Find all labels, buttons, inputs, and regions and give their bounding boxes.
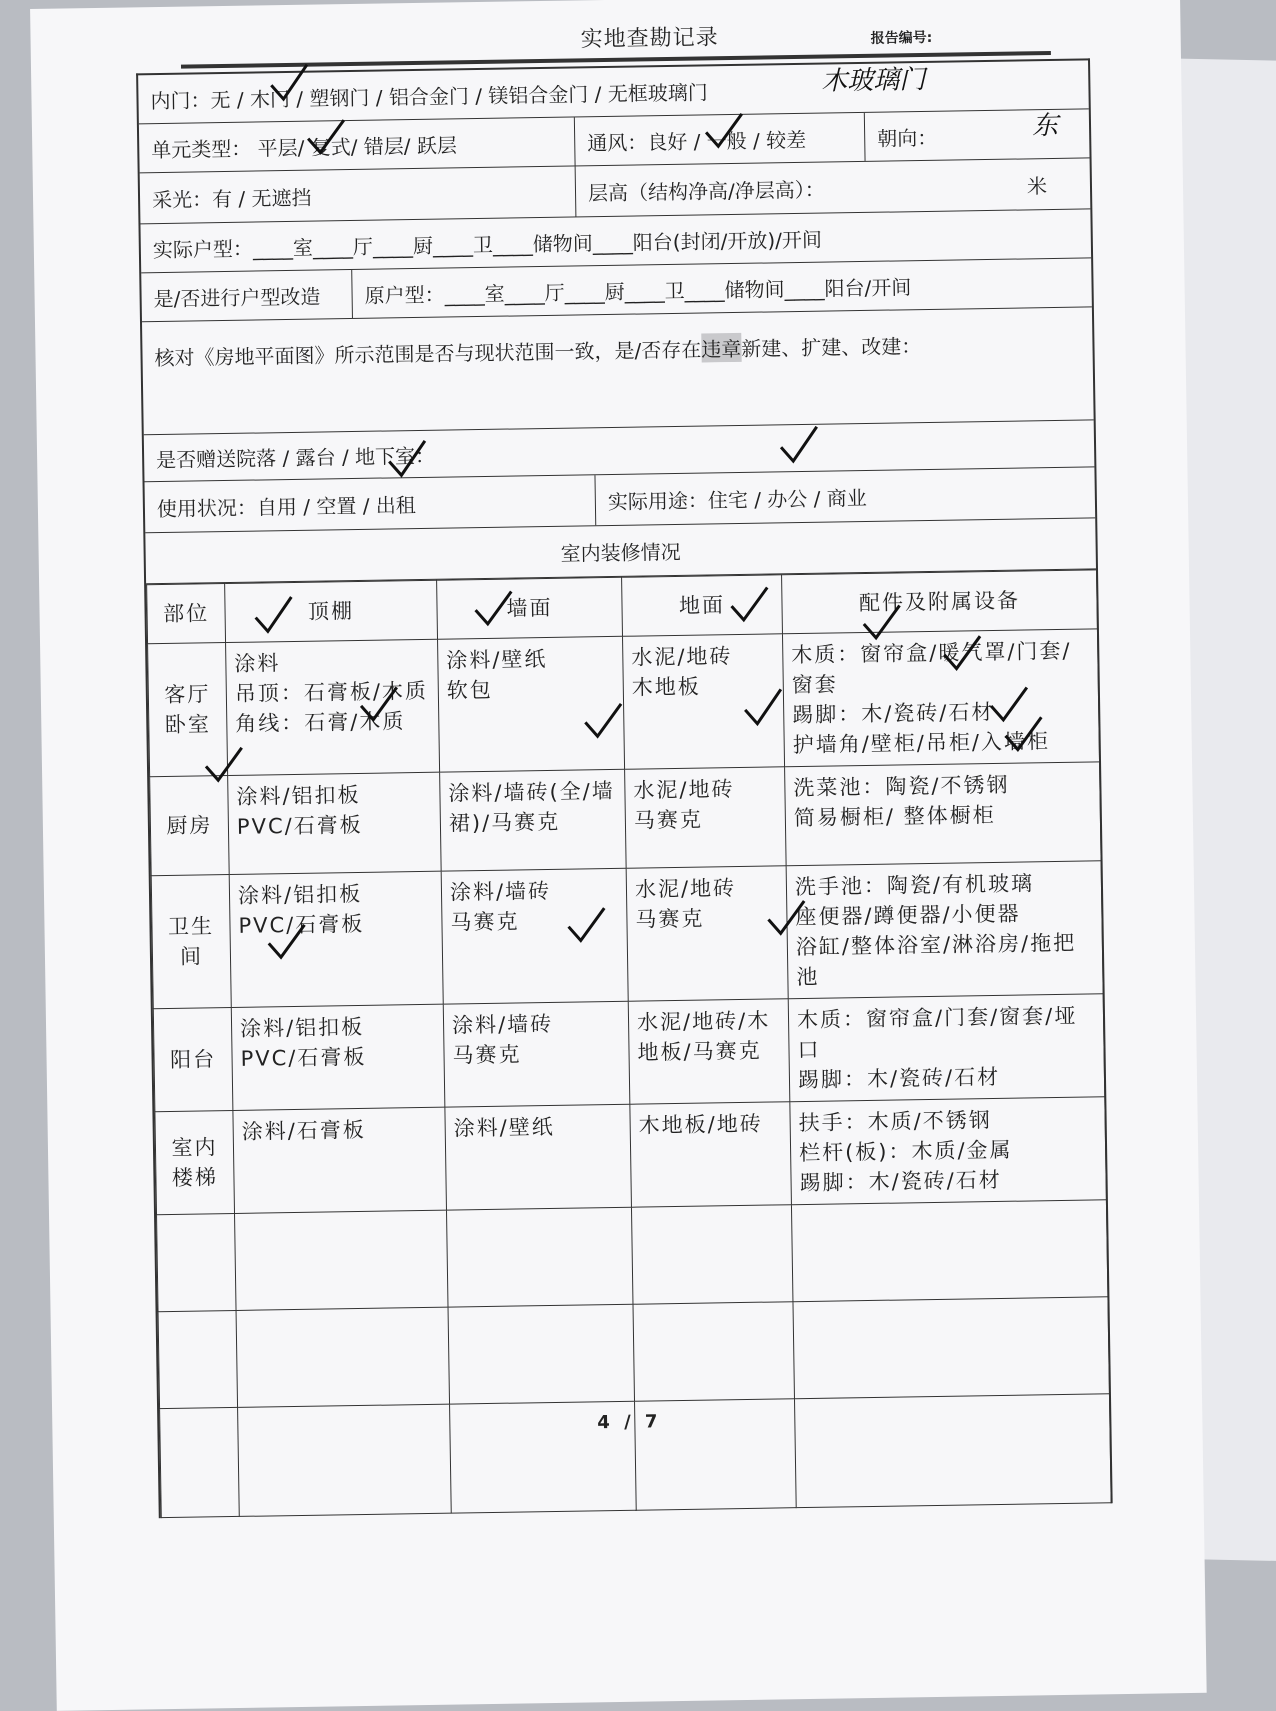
location-cell: 卫生间: [151, 875, 231, 1009]
lighting-field: 采光：有 / 无遮挡: [151, 185, 312, 212]
form-page: [30, 0, 1207, 1711]
floor-cell: 水泥/地砖 马赛克: [626, 866, 788, 1001]
usage-field: 使用状况：自用 / 空置 / 出租: [156, 492, 416, 521]
empty-row: [157, 1200, 1108, 1312]
header-wall: 墙面: [437, 577, 623, 639]
plan-check-prefix: 核对《房地平面图》所示范围是否与现状范围一致，是/否存在: [154, 337, 702, 371]
table-row: [155, 1097, 1107, 1215]
plan-check-highlight: 违章: [701, 333, 741, 363]
decoration-table: [146, 569, 1112, 1518]
plan-check-suffix: 新建、扩建、改建：: [741, 334, 922, 361]
floor-height-unit: 米: [1026, 173, 1048, 198]
location-cell: 阳台: [153, 1007, 233, 1111]
page-number: 4 / 7: [597, 1411, 662, 1434]
fittings-cell: 木质：窗帘盒/门套/窗套/垭口 踢脚：木/瓷砖/石材: [788, 994, 1105, 1102]
header-location: 部位: [147, 584, 226, 644]
table-row: [151, 861, 1103, 1009]
ceiling-cell: 涂料/铝扣板 PVC/石膏板: [231, 1004, 445, 1110]
header-ceiling: 顶棚: [225, 580, 438, 642]
wall-cell: 涂料/墙砖 马赛克: [443, 1001, 630, 1107]
floor-cell: 水泥/地砖 马赛克: [625, 767, 787, 869]
handwritten-orientation: 东: [1031, 110, 1059, 142]
wall-cell: 涂料/壁纸: [445, 1104, 632, 1210]
handwritten-door-note: 木玻璃门: [821, 64, 926, 97]
wall-cell: 涂料/壁纸 软包: [438, 636, 625, 772]
ceiling-cell: 涂料/石膏板: [233, 1107, 447, 1213]
ceiling-cell: 涂料/铝扣板 PVC/石膏板: [229, 871, 443, 1007]
ceiling-cell: 涂料 吊顶：石膏板/木质 角线：石膏/木质: [226, 639, 440, 775]
original-layout-field: 原户型：____室____厅____厨____卫____储物间____阳台/开间: [351, 258, 1092, 318]
actual-layout-field: 实际户型：____室____厅____厨____卫____储物间____阳台(封闭/开放)/开间: [152, 227, 823, 262]
gift-field: 是否赠送院落 / 露台 / 地下室：: [155, 443, 436, 472]
location-cell: 室内楼梯: [155, 1110, 235, 1214]
survey-form: [136, 58, 1113, 1518]
floor-height-field: 层高（结构净高/净层高）：: [575, 160, 1016, 217]
floor-cell: 木地板/地砖: [630, 1102, 792, 1208]
location-cell: 客厅卧室: [148, 643, 228, 777]
report-number-label: 报告编号:: [870, 29, 933, 47]
fittings-cell: 木质：窗帘盒/暖气罩/门套/窗套 踢脚：木/瓷砖/石材 护墙角/壁柜/吊柜/入墙柜: [782, 629, 1099, 767]
location-cell: 厨房: [150, 776, 230, 876]
floor-cell: 水泥/地砖 木地板: [622, 634, 784, 769]
renovation-field: 是/否进行户型改造: [153, 284, 321, 311]
plan-check-row: [142, 307, 1094, 435]
header-floor: 地面: [622, 575, 783, 637]
fittings-cell: 洗菜池：陶瓷/不锈钢 简易橱柜/ 整体橱柜: [785, 762, 1102, 866]
unit-type-field: 单元类型： 平层/ 复式/ 错层/ 跃层: [151, 132, 458, 162]
empty-row: [158, 1297, 1109, 1409]
header-fittings: 配件及附属设备: [782, 570, 1098, 634]
actual-use-field: 实际用途：住宅 / 办公 / 商业: [594, 467, 1095, 525]
table-row: [153, 994, 1105, 1112]
ventilation-field: 通风：良好 / 一般 / 较差: [574, 113, 865, 166]
fittings-cell: 洗手池：陶瓷/有机玻璃 座便器/蹲便器/小便器 浴缸/整体浴室/淋浴房/拖把池: [786, 861, 1103, 999]
wall-cell: 涂料/墙砖(全/墙裙)/马赛克: [440, 769, 627, 871]
orientation-field: 朝向：: [864, 109, 1090, 161]
door-field: 内门：无 / 木门 / 塑钢门 / 铝合金门 / 镁铝合金门 / 无框玻璃门: [150, 79, 708, 113]
table-row: [150, 762, 1101, 876]
form-title: 实地查勘记录: [580, 25, 719, 53]
wall-cell: 涂料/墙砖 马赛克: [441, 868, 628, 1004]
floor-cell: 水泥/地砖/木地板/马赛克: [628, 999, 790, 1105]
ceiling-cell: 涂料/铝扣板 PVC/石膏板: [228, 772, 442, 874]
section-title: 室内装修情况: [560, 539, 681, 566]
fittings-cell: 扶手：木质/不锈钢 栏杆(板)：木质/金属 踢脚：木/瓷砖/石材: [790, 1097, 1107, 1205]
table-row: [148, 629, 1100, 777]
